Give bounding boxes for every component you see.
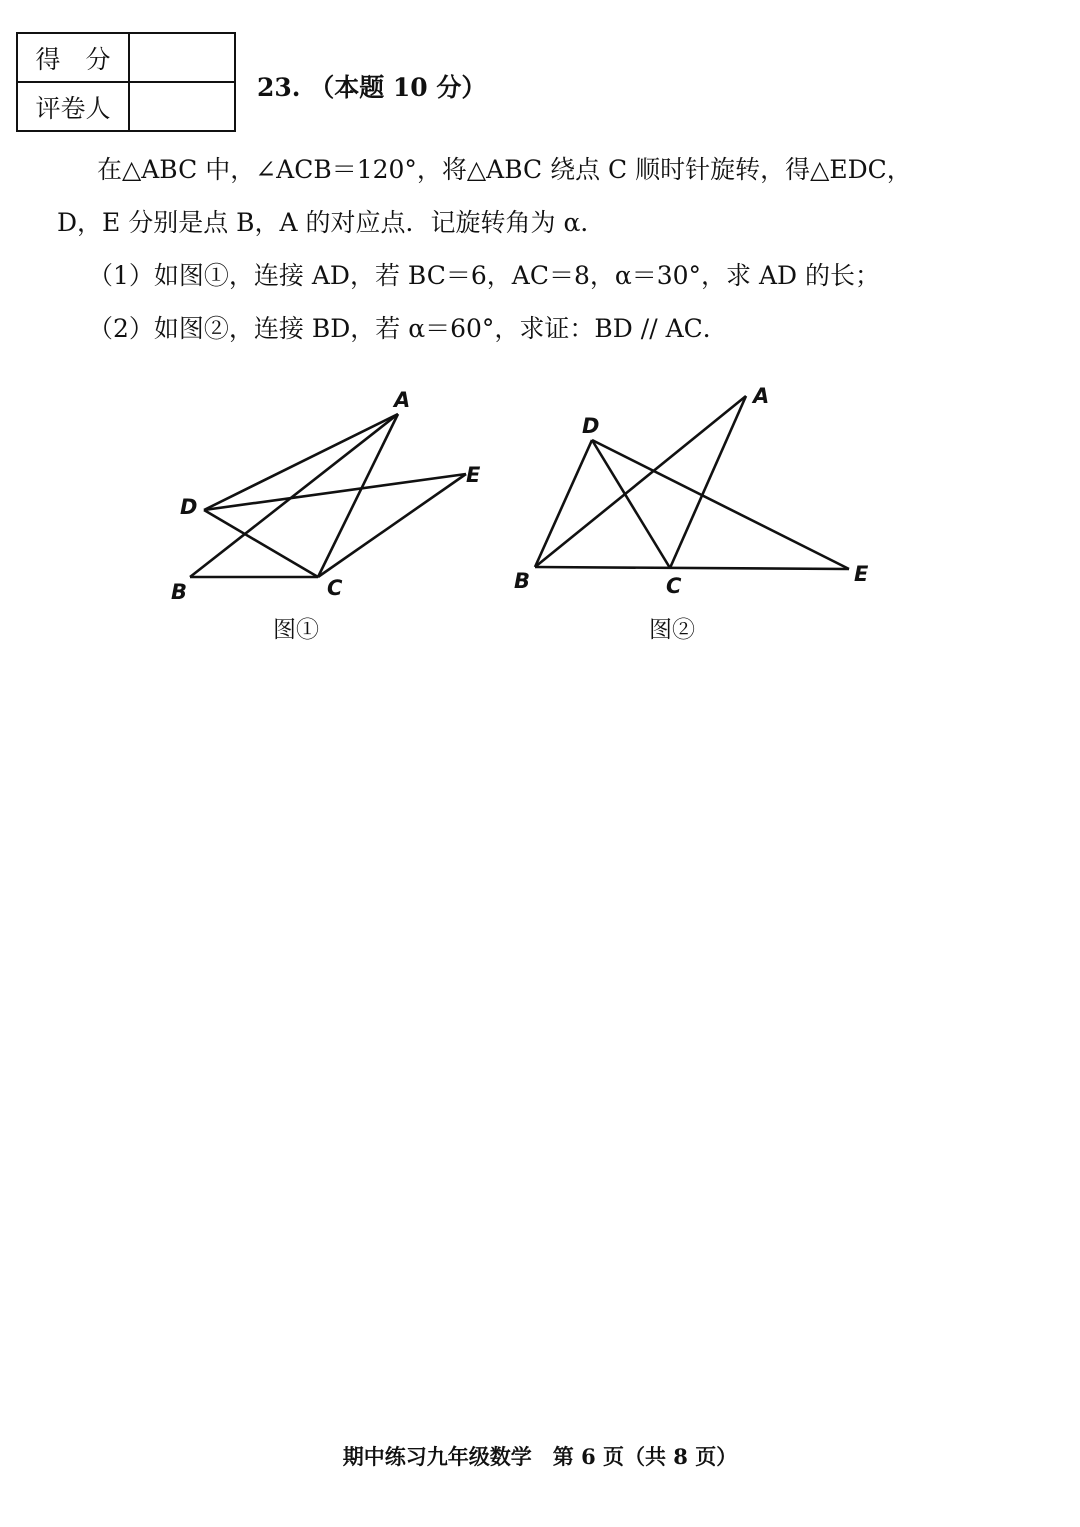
question-part-1: （1）如图①，连接 AD，若 BC＝6，AC＝8，α＝30°，求 AD 的长； — [88, 261, 881, 290]
score-table — [16, 32, 236, 132]
page-footer: 期中练习九年级数学 第 6 页（共 8 页） — [342, 1444, 738, 1469]
segment-ba — [535, 396, 746, 567]
question-header: 23. （本题 10 分） — [257, 73, 487, 102]
point-c-label: C — [327, 576, 343, 600]
score-cell[interactable] — [129, 33, 235, 82]
question-line-1: 在△ABC 中，∠ACB＝120°，将△ABC 绕点 C 顺时针旋转，得△EDC， — [97, 155, 912, 184]
question-line-2: D，E 分别是点 B，A 的对应点．记旋转角为 α． — [57, 208, 606, 237]
point-a-label: A — [394, 388, 411, 412]
score-label: 得 分 — [17, 33, 129, 82]
segment-ba — [190, 414, 398, 577]
segment-be — [535, 567, 849, 569]
point-a-label: A — [753, 384, 770, 408]
point-d-label: D — [180, 495, 198, 519]
segment-ec — [318, 474, 466, 577]
point-c-label: C — [666, 574, 682, 598]
figure-1-caption: 图① — [273, 617, 319, 643]
figure-2 — [500, 378, 900, 658]
grader-label: 评卷人 — [17, 82, 129, 131]
segment-ac — [318, 414, 398, 577]
segment-ac — [670, 396, 746, 568]
grader-cell[interactable] — [129, 82, 235, 131]
figure-1 — [160, 378, 500, 658]
point-d-label: D — [582, 414, 600, 438]
figure-2-caption: 图② — [649, 617, 695, 643]
point-b-label: B — [171, 580, 188, 604]
point-e-label: E — [466, 463, 481, 487]
segment-bd — [535, 440, 592, 567]
point-b-label: B — [514, 569, 531, 593]
question-part-2: （2）如图②，连接 BD，若 α＝60°，求证：BD // AC． — [88, 314, 728, 343]
point-e-label: E — [854, 562, 869, 586]
